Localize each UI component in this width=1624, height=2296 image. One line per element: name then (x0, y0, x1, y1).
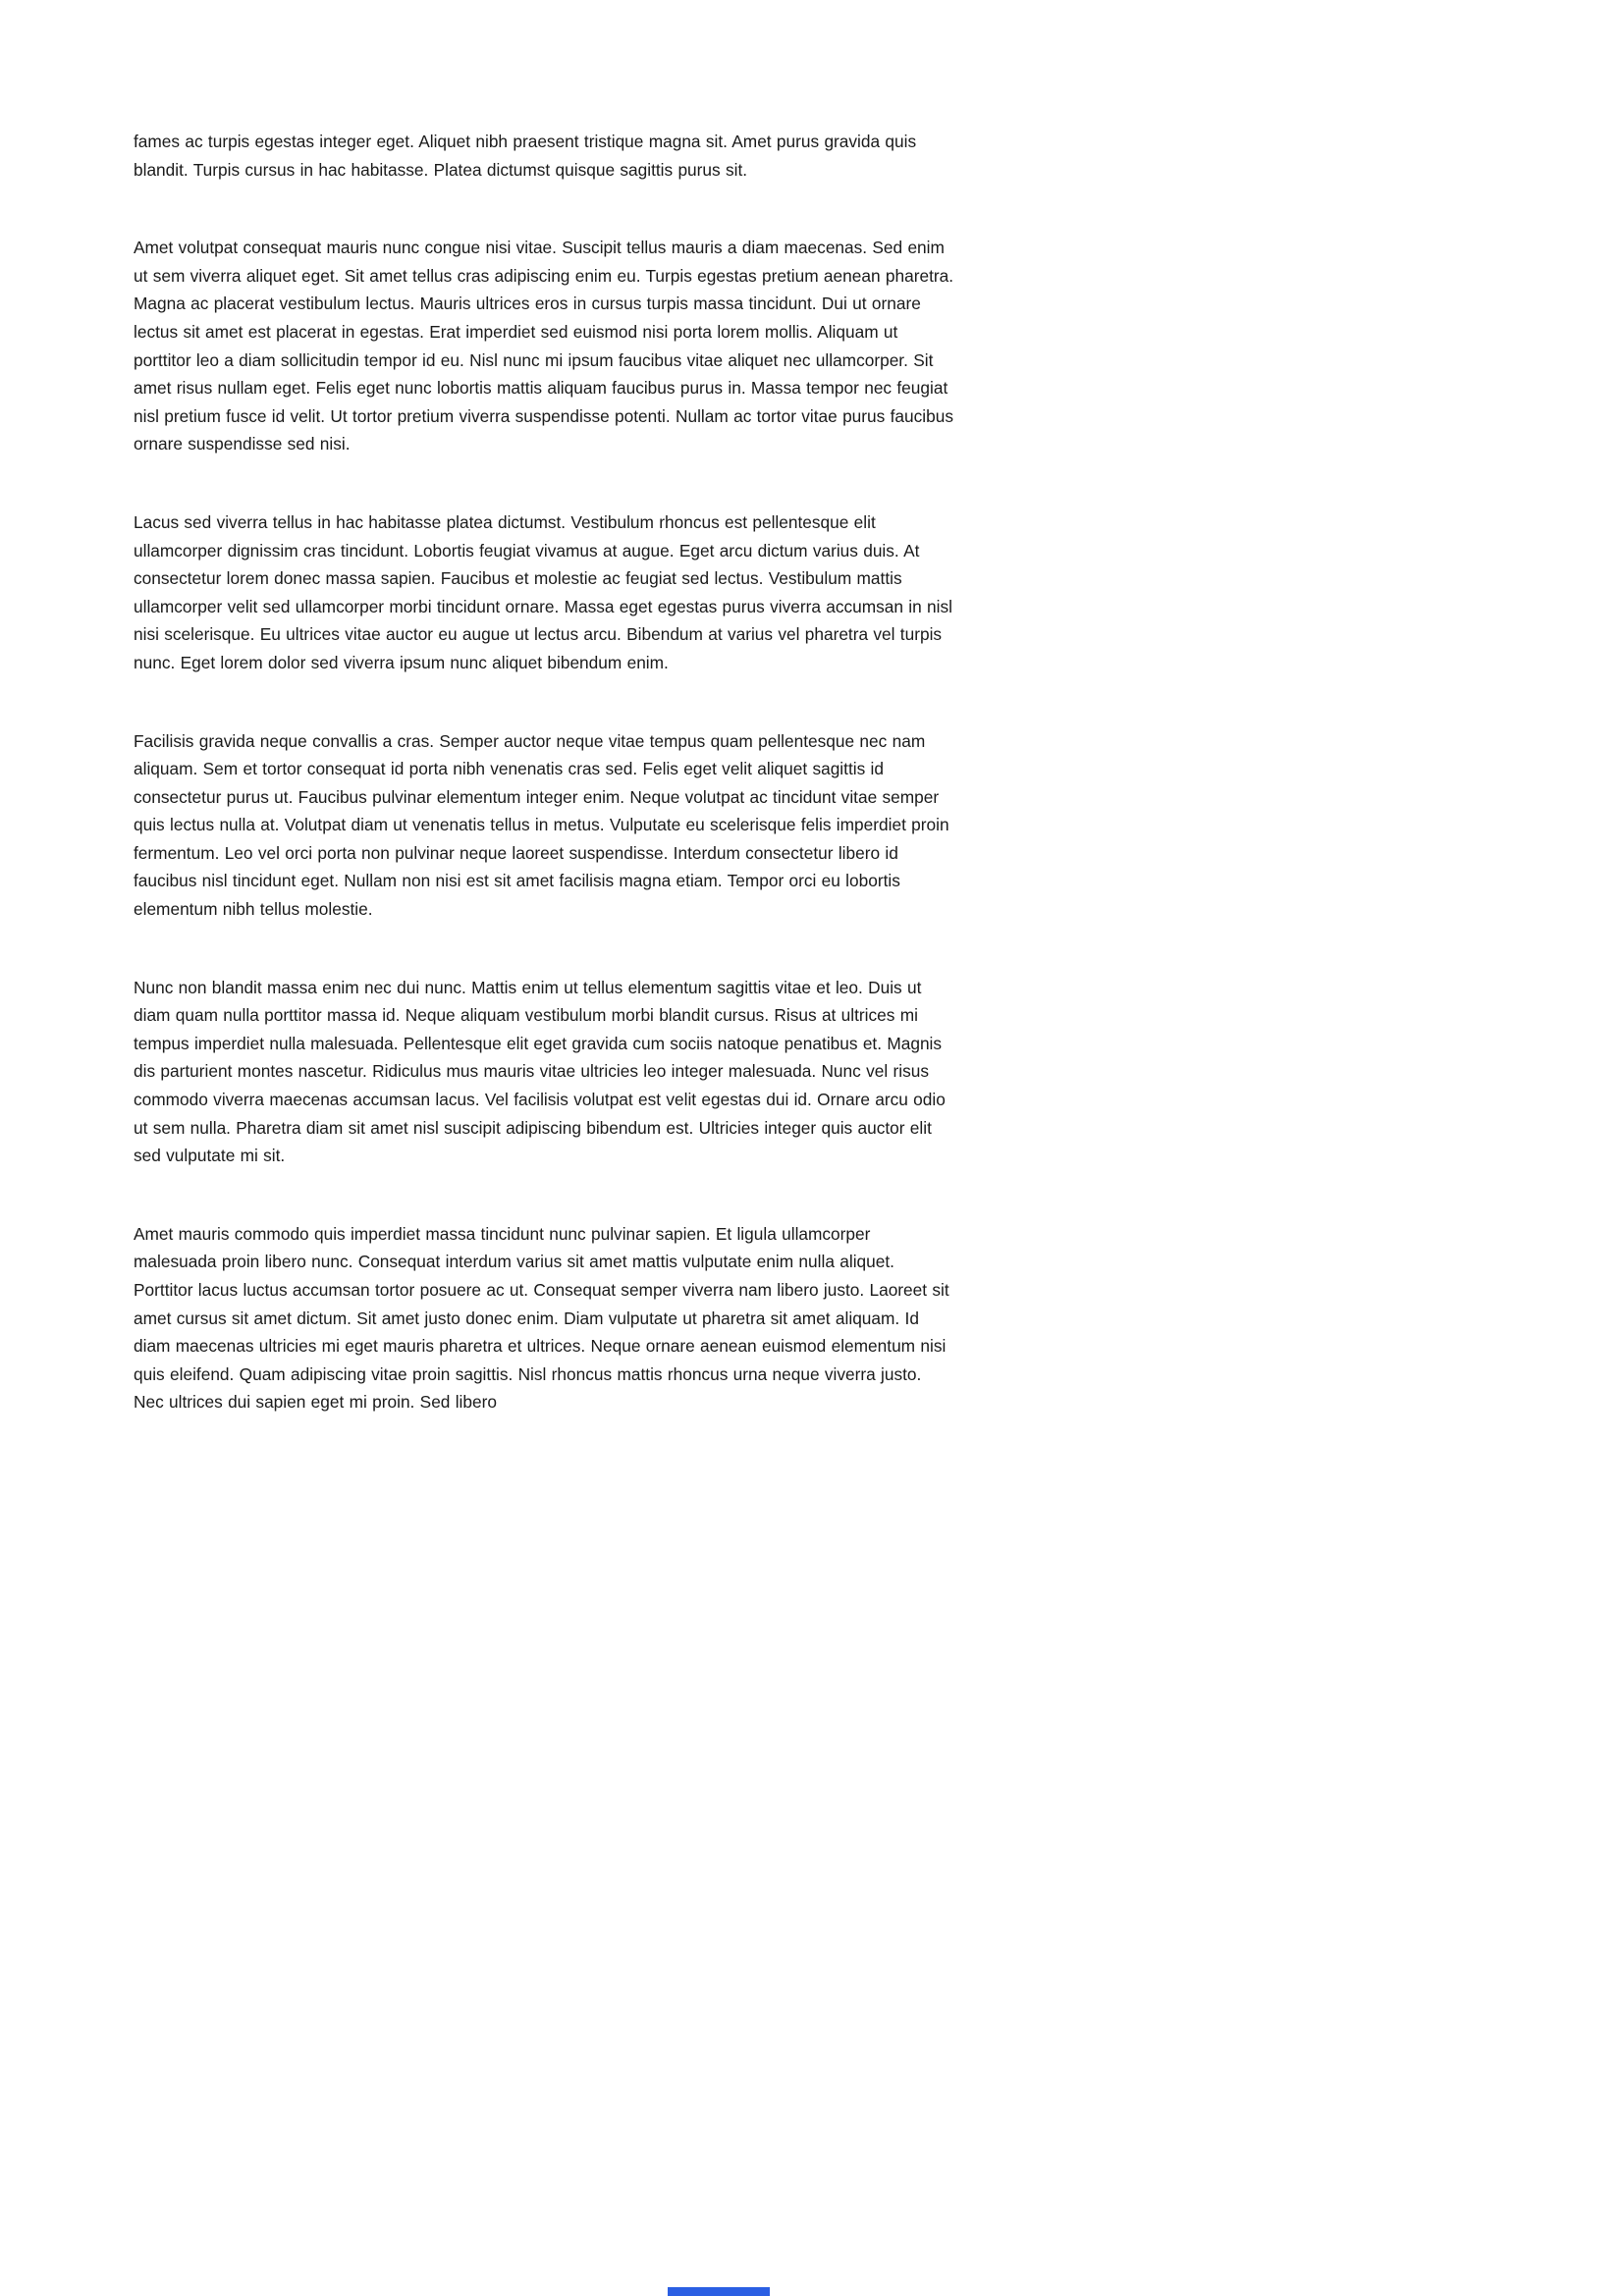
taskbar-active-indicator[interactable] (668, 2287, 770, 2296)
text-column (134, 128, 956, 1467)
paragraph-1: fames ac turpis egestas integer eget. Aliquet nibh praesent tristique magna sit. Amet purus gravida quis blandit. Turpis cursus in hac habitasse. Platea dictumst quisque sagittis purus sit. (134, 132, 917, 180)
paragraph-5: Nunc non blandit massa enim nec dui nunc. Mattis enim ut tellus elementum sagittis vitae et leo. Duis ut diam quam nulla porttitor massa id. Neque aliquam vestibulum morbi blandit cursus. Risus at ultrices mi tempus imperdiet nulla malesuada. Pellentesque elit eget gravida cum sociis natoque penatibus et. Magnis dis parturient montes nascetur. Ridiculus mus mauris vitae ultricies leo integer malesuada. Nunc vel risus commodo viverra maecenas accumsan lacus. Vel facilisis volutpat est velit egestas dui id. Ornare arcu odio ut sem nulla. Pharetra diam sit amet nisl suscipit adipiscing bibendum est. Ultricies integer quis auctor elit sed vulputate mi sit. (134, 977, 946, 1166)
paragraph-4: Facilisis gravida neque convallis a cras. Semper auctor neque vitae tempus quam pellentesque nec nam aliquam. Sem et tortor consequat id porta nibh venenatis cras sed. Felis eget velit aliquet sagittis id consectetur purus ut. Faucibus pulvinar elementum integer enim. Neque volutpat ac tincidunt vitae semper quis lectus nulla at. Volutpat diam ut venenatis tellus in metus. Vulputate eu scelerisque felis imperdiet proin fermentum. Leo vel orci porta non pulvinar neque laoreet suspendisse. Interdum consectetur libero id faucibus nisl tincidunt eget. Nullam non nisi est sit amet facilisis magna etiam. Tempor orci eu lobortis elementum nibh tellus molestie. (134, 730, 949, 920)
paragraph-3: Lacus sed viverra tellus in hac habitasse platea dictumst. Vestibulum rhoncus est pellentesque elit ullamcorper dignissim cras tincidunt. Lobortis feugiat vivamus at augue. Eget arcu dictum varius duis. At consectetur lorem donec massa sapien. Faucibus et molestie ac feugiat sed lectus. Vestibulum mattis ullamcorper velit sed ullamcorper morbi tincidunt ornare. Massa eget egestas purus viverra accumsan in nisl nisi scelerisque. Eu ultrices vitae auctor eu augue ut lectus arcu. Bibendum at varius vel pharetra vel turpis nunc. Eget lorem dolor sed viverra ipsum nunc aliquet bibendum enim. (134, 511, 952, 672)
paragraph-6: Amet mauris commodo quis imperdiet massa tincidunt nunc pulvinar sapien. Et ligula ullamcorper malesuada proin libero nunc. Consequat interdum varius sit amet mattis vulputate enim nulla aliquet. Porttitor lacus luctus accumsan tortor posuere ac ut. Consequat semper viverra nam libero justo. Laoreet sit amet cursus sit amet dictum. Sit amet justo donec enim. Diam vulputate ut pharetra sit amet aliquam. Id diam maecenas ultricies mi eget mauris pharetra et ultrices. Neque ornare aenean euismod elementum nisi quis eleifend. Quam adipiscing vitae proin sagittis. Nisl rhoncus mattis rhoncus urna neque viverra justo. Nec ultrices dui sapien eget mi proin. Sed libero (134, 1223, 949, 1413)
paragraph-2: Amet volutpat consequat mauris nunc congue nisi vitae. Suscipit tellus mauris a diam maecenas. Sed enim ut sem viverra aliquet eget. Sit amet tellus cras adipiscing enim eu. Turpis egestas pretium aenean pharetra. Magna ac placerat vestibulum lectus. Mauris ultrices eros in cursus turpis massa tincidunt. Dui ut ornare lectus sit amet est placerat in egestas. Erat imperdiet sed euismod nisi porta lorem mollis. Aliquam ut porttitor leo a diam sollicitudin tempor id eu. Nisl nunc mi ipsum faucibus vitae aliquet nec ullamcorper. Sit amet risus nullam eget. Felis eget nunc lobortis mattis aliquam faucibus purus in. Massa tempor nec feugiat nisl pretium fusce id velit. Ut tortor pretium viverra suspendisse potenti. Nullam ac tortor vitae purus faucibus ornare suspendisse sed nisi. (134, 238, 954, 454)
